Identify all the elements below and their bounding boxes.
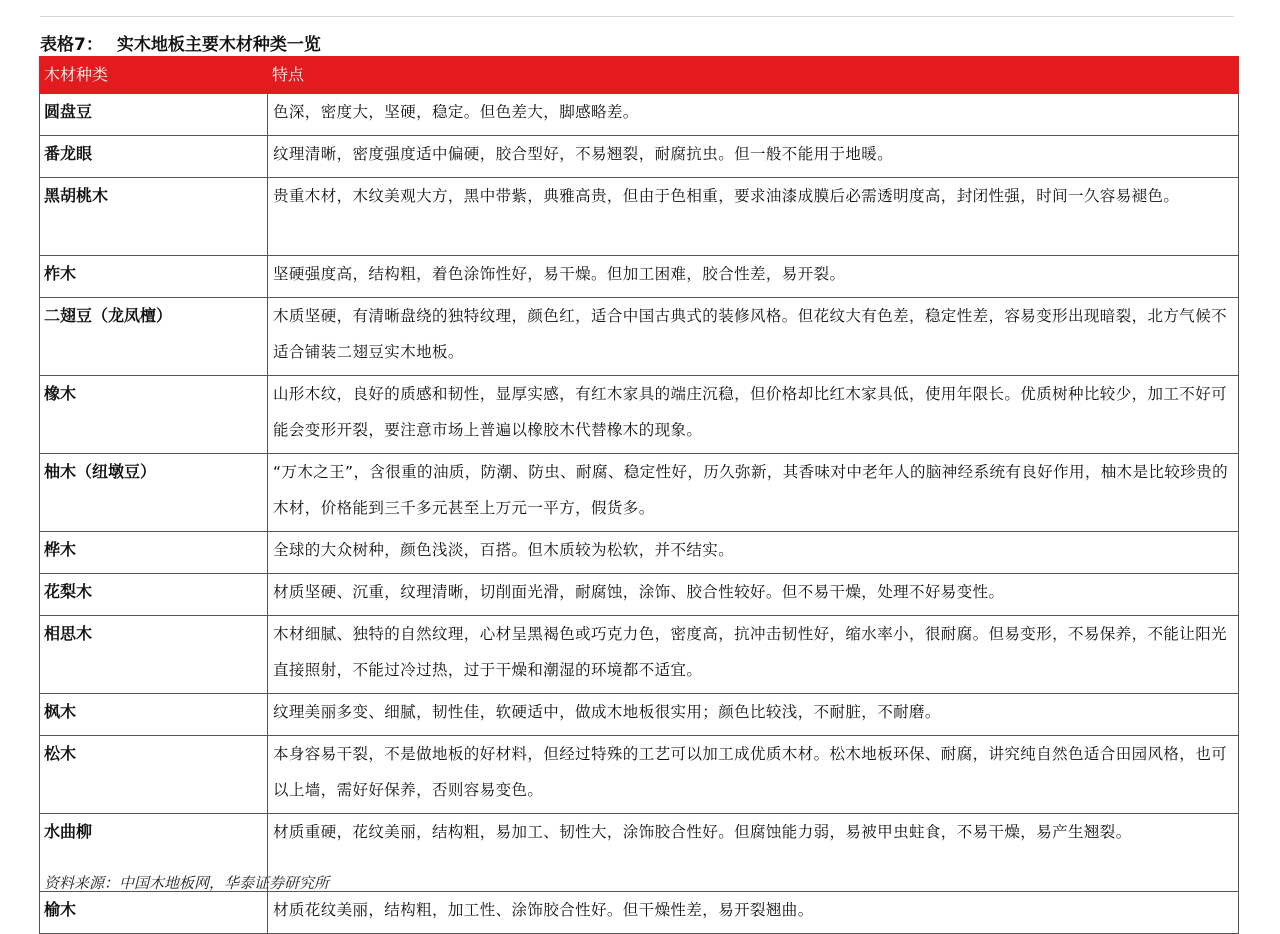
wood-desc-cell: 纹理美丽多变、细腻，韧性佳，软硬适中，做成木地板很实用；颜色比较浅，不耐脏，不耐磨。 — [268, 694, 1239, 736]
wood-name-cell: 榆木 — [40, 892, 268, 934]
wood-name-cell: 柚木（纽墩豆） — [40, 454, 268, 532]
wood-name-cell: 枫木 — [40, 694, 268, 736]
wood-name-cell: 相思木 — [40, 616, 268, 694]
wood-name-cell: 桦木 — [40, 532, 268, 574]
wood-desc-cell: 木材细腻、独特的自然纹理，心材呈黑褐色或巧克力色，密度高，抗冲击韧性好，缩水率小，很耐腐。但易变形，不易保养，不能让阳光直接照射，不能过冷过热，过于干燥和潮湿的环境都不适宜。 — [268, 616, 1239, 694]
table-row — [40, 298, 1239, 376]
wood-desc-cell: 贵重木材，木纹美观大方，黑中带紫，典雅高贵，但由于色相重，要求油漆成膜后必需透明度高，封闭性强，时间一久容易褪色。 — [268, 178, 1239, 256]
table-title-text: 实木地板主要木材种类一览 — [116, 35, 321, 55]
header-features: 特点 — [268, 57, 1239, 94]
table-row — [40, 256, 1239, 298]
top-divider — [40, 16, 1234, 17]
table-title — [40, 30, 321, 55]
wood-desc-cell: 山形木纹，良好的质感和韧性，显厚实感，有红木家具的端庄沉稳，但价格却比红木家具低，使用年限长。优质树种比较少，加工不好可能会变形开裂，要注意市场上普遍以橡胶木代替橡木的现象。 — [268, 376, 1239, 454]
wood-desc-cell: 本身容易干裂，不是做地板的好材料，但经过特殊的工艺可以加工成优质木材。松木地板环保、耐腐，讲究纯自然色适合田园风格，也可以上墙，需好好保养，否则容易变色。 — [268, 736, 1239, 814]
table-row — [40, 694, 1239, 736]
wood-desc-cell: 纹理清晰，密度强度适中偏硬，胶合型好，不易翘裂，耐腐抗虫。但一般不能用于地暖。 — [268, 136, 1239, 178]
table-row — [40, 532, 1239, 574]
wood-desc-cell: 材质坚硬、沉重，纹理清晰，切削面光滑，耐腐蚀，涂饰、胶合性较好。但不易干燥，处理不好易变性。 — [268, 574, 1239, 616]
table-row — [40, 892, 1239, 934]
wood-name-cell: 橡木 — [40, 376, 268, 454]
wood-desc-cell: “万木之王”，含很重的油质，防潮、防虫、耐腐、稳定性好，历久弥新，其香味对中老年人的脑神经系统有良好作用，柚木是比较珍贵的木材，价格能到三千多元甚至上万元一平方，假货多。 — [268, 454, 1239, 532]
wood-name-cell: 花梨木 — [40, 574, 268, 616]
table-row — [40, 94, 1239, 136]
wood-species-table — [39, 56, 1239, 934]
wood-name-cell: 松木 — [40, 736, 268, 814]
table-header-row — [40, 57, 1239, 94]
wood-desc-cell: 全球的大众树种，颜色浅淡，百搭。但木质较为松软，并不结实。 — [268, 532, 1239, 574]
table-row — [40, 136, 1239, 178]
wood-name-cell: 二翅豆（龙凤檀） — [40, 298, 268, 376]
source-note: 资料来源：中国木地板网，华泰证券研究所 — [44, 874, 330, 892]
wood-name-cell: 黑胡桃木 — [40, 178, 268, 256]
table-row — [40, 454, 1239, 532]
table-row — [40, 736, 1239, 814]
wood-desc-cell: 材质重硬，花纹美丽，结构粗，易加工、韧性大，涂饰胶合性好。但腐蚀能力弱，易被甲虫蛀食，不易干燥，易产生翘裂。 — [268, 814, 1239, 892]
table-row — [40, 574, 1239, 616]
wood-desc-cell: 木质坚硬，有清晰盘绕的独特纹理，颜色红，适合中国古典式的装修风格。但花纹大有色差，稳定性差，容易变形出现暗裂，北方气候不适合铺装二翅豆实木地板。 — [268, 298, 1239, 376]
wood-desc-cell: 材质花纹美丽，结构粗，加工性、涂饰胶合性好。但干燥性差，易开裂翘曲。 — [268, 892, 1239, 934]
wood-name-cell: 水曲柳 — [40, 814, 268, 892]
wood-name-cell: 柞木 — [40, 256, 268, 298]
header-wood-type: 木材种类 — [40, 57, 268, 94]
table-number-label: 表格7： — [40, 35, 103, 55]
wood-desc-cell: 坚硬强度高，结构粗，着色涂饰性好，易干燥。但加工困难，胶合性差，易开裂。 — [268, 256, 1239, 298]
wood-desc-cell: 色深，密度大，坚硬，稳定。但色差大，脚感略差。 — [268, 94, 1239, 136]
table-row — [40, 376, 1239, 454]
table-row — [40, 178, 1239, 256]
wood-name-cell: 番龙眼 — [40, 136, 268, 178]
table-row — [40, 616, 1239, 694]
wood-name-cell: 圆盘豆 — [40, 94, 268, 136]
